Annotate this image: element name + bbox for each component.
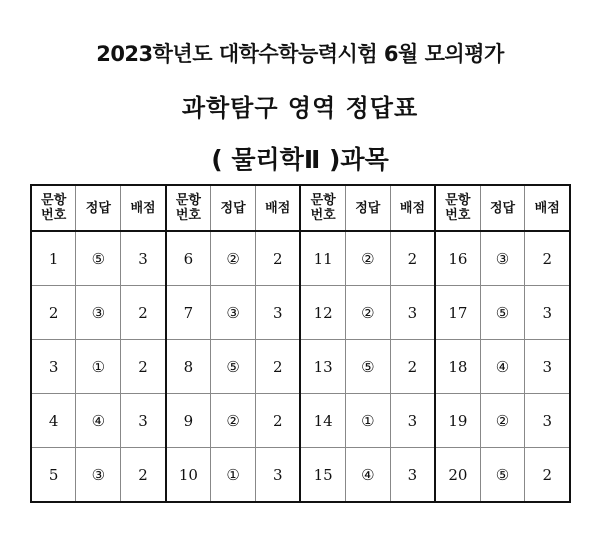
header-question-number [300, 185, 345, 231]
question-number-cell: 8 [166, 340, 211, 394]
score-cell: 3 [256, 286, 301, 340]
score-cell: 2 [256, 340, 301, 394]
header-question-number [435, 185, 480, 231]
score-cell: 3 [121, 231, 166, 286]
answer-cell: ⑤ [480, 286, 525, 340]
score-cell: 2 [121, 340, 166, 394]
score-cell: 3 [525, 394, 570, 448]
answer-cell: ⑤ [211, 340, 256, 394]
header-question-number-bottom: 번호 [310, 208, 336, 223]
score-cell: 3 [256, 448, 301, 503]
answer-table [30, 184, 571, 503]
header-question-number-top: 문항 [310, 193, 336, 208]
section-title: 과학탐구 영역 정답표 [181, 94, 419, 122]
answer-cell: ② [211, 394, 256, 448]
answer-cell: ③ [211, 286, 256, 340]
subject-title: ( 물리학Ⅱ )과목 [211, 145, 389, 174]
question-number-cell: 4 [31, 394, 76, 448]
score-cell: 2 [121, 286, 166, 340]
header-score: 배점 [121, 185, 166, 231]
answer-cell: ④ [76, 394, 121, 448]
score-cell: 2 [390, 231, 435, 286]
header-question-number [31, 185, 76, 231]
question-number-cell: 2 [31, 286, 76, 340]
table-row [31, 394, 570, 448]
question-number-cell: 10 [166, 448, 211, 503]
answer-cell: ③ [480, 231, 525, 286]
header-question-number-top: 문항 [41, 193, 67, 208]
header-question-number-bottom: 번호 [41, 208, 67, 223]
score-cell: 2 [525, 231, 570, 286]
answer-cell: ③ [76, 286, 121, 340]
question-number-cell: 14 [300, 394, 345, 448]
answer-cell: ⑤ [76, 231, 121, 286]
score-cell: 3 [525, 340, 570, 394]
header-score: 배점 [390, 185, 435, 231]
question-number-cell: 18 [435, 340, 480, 394]
question-number-cell: 9 [166, 394, 211, 448]
table-row [31, 286, 570, 340]
answer-cell: ① [345, 394, 390, 448]
answer-cell: ⑤ [480, 448, 525, 503]
score-cell: 3 [390, 448, 435, 503]
question-number-cell: 16 [435, 231, 480, 286]
table-row [31, 448, 570, 503]
question-number-cell: 12 [300, 286, 345, 340]
header-question-number-top: 문항 [175, 193, 201, 208]
score-cell: 2 [121, 448, 166, 503]
score-cell: 2 [390, 340, 435, 394]
answer-cell: ④ [345, 448, 390, 503]
score-cell: 3 [121, 394, 166, 448]
table-row [31, 231, 570, 286]
header-question-number-bottom: 번호 [175, 208, 201, 223]
question-number-cell: 1 [31, 231, 76, 286]
header-score: 배점 [525, 185, 570, 231]
question-number-cell: 20 [435, 448, 480, 503]
header-question-number-bottom: 번호 [445, 208, 471, 223]
question-number-cell: 17 [435, 286, 480, 340]
header-question-number [166, 185, 211, 231]
answer-table-body [31, 231, 570, 502]
score-cell: 3 [390, 286, 435, 340]
answer-cell: ① [211, 448, 256, 503]
answer-cell: ③ [76, 448, 121, 503]
score-cell: 3 [525, 286, 570, 340]
score-cell: 3 [390, 394, 435, 448]
question-number-cell: 5 [31, 448, 76, 503]
answer-cell: ② [345, 231, 390, 286]
answer-cell: ⑤ [345, 340, 390, 394]
score-cell: 2 [256, 231, 301, 286]
header-answer: 정답 [76, 185, 121, 231]
question-number-cell: 11 [300, 231, 345, 286]
question-number-cell: 7 [166, 286, 211, 340]
table-row [31, 340, 570, 394]
question-number-cell: 3 [31, 340, 76, 394]
question-number-cell: 15 [300, 448, 345, 503]
answer-cell: ② [480, 394, 525, 448]
score-cell: 2 [256, 394, 301, 448]
header-question-number-top: 문항 [445, 193, 471, 208]
score-cell: 2 [525, 448, 570, 503]
question-number-cell: 6 [166, 231, 211, 286]
answer-cell: ② [211, 231, 256, 286]
answer-cell: ② [345, 286, 390, 340]
header-row [31, 185, 570, 231]
header-answer: 정답 [480, 185, 525, 231]
answer-cell: ① [76, 340, 121, 394]
answer-cell: ④ [480, 340, 525, 394]
question-number-cell: 13 [300, 340, 345, 394]
header-score: 배점 [256, 185, 301, 231]
exam-title: 2023학년도 대학수학능력시험 6월 모의평가 [96, 42, 504, 66]
question-number-cell: 19 [435, 394, 480, 448]
header-answer: 정답 [211, 185, 256, 231]
header-answer: 정답 [345, 185, 390, 231]
